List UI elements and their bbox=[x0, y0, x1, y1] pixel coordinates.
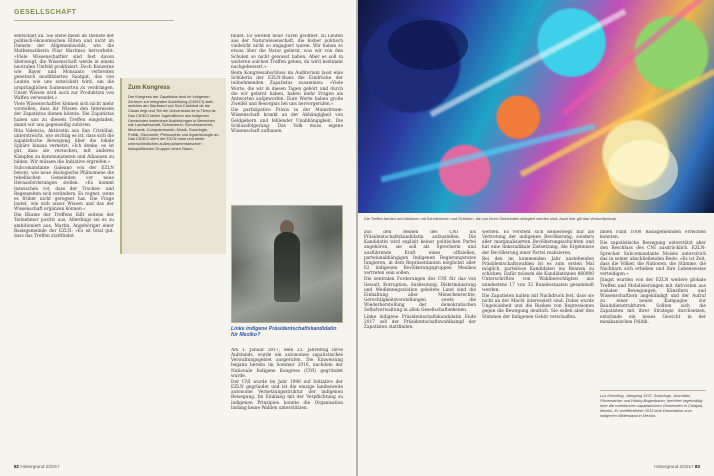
paragraph: werden. Es versteht sich keineswegs nur als Vertretung der indigenen Bevölkerung, sondern aller marginalisierten Bevölkerungsschichten und hat eine linksradikale Zielsetzung, die Ergebnisse der Bevölkerung einer Partei realisieren. bbox=[482, 230, 594, 256]
paragraph: Viele Wissenschaftler können sich nicht mehr vorstellen, dass ihr Wissen den Interessen der Zapatistas dienen könnte. Die Zapatistas haben uns zu diesem Treffen eingeladen, damit wir uns gegenseitig zuhören. bbox=[14, 102, 114, 128]
page-number: 82 bbox=[14, 464, 20, 469]
paragraph: Linke indigene Präsidentschaftskandidatin Ende 2017 soll der Präsidentschaftswahlkampf der Zapatisten stattfinden. bbox=[364, 314, 476, 330]
paragraph: ihnen rund 1000 Basisgemeinden erreichen konnten. bbox=[600, 230, 706, 241]
paragraph: Die Bäume der Treffens fällt seitens der Teilnehmer positiv aus. Allerdings sei es zu ambitioniert aus, Martin, Angehöriger einer Basisgemeinde der EZLN: »Es ist total gut, dass das Treffen stattfindet. bbox=[14, 213, 114, 239]
right-folio bbox=[654, 463, 700, 471]
paragraph: Jüngst wurden von der EZLN weitere globale Treffen und Mobilisierungen mit Aktivisten aus sozialen Bewegungen, Künstlern und Wissenschaftlern angekündigt und der Aufruf zu einer neuen Kampagne zur Bauindienstrukturen. Sollten sich die Zapatisten mit ihrer Strategie durchsetzen, entstünde ein neues Gewicht in der mexikanischen Politik. bbox=[600, 278, 706, 325]
right-column-2 bbox=[482, 230, 594, 452]
right-page bbox=[358, 0, 714, 476]
left-column-3 bbox=[231, 348, 343, 452]
paragraph: Die partizipative Praxis in der Mainstream-Wissenschaft krankt an der Abhängigkeit von Geldgebern und fehlender Unabhängigkeit. Die Schlussfolgerung: Das Volk muss eigene Wissenschaft aufbauen. bbox=[231, 108, 343, 134]
left-column-1 bbox=[14, 34, 114, 452]
page-number: 83 bbox=[694, 464, 700, 469]
section-divider bbox=[14, 20, 174, 21]
right-column-3 bbox=[600, 230, 706, 384]
paragraph: sentschaft an. Sie stehe meist im Dienste der politisch-ökonomischen Eliten und nicht im Dienste der Allgemeinwohls, wie die Mathematikerin Pilar Martinez hervorhebt: »Viele Wissenschaftler sind fest davon überzeugt, die Wissenschaft werde in einem neutralen Umfeld praktiziert. Doch Konzerne wie Bayer und Monsanto verbreiten genetisch modifiziertes Saatgut, das von Leuten wie uns entwickelt wird, um die ursprünglichen Samensorten zu verdrängen. Unser Wissen wird auch zur Produktion von Waffen verwendet.« bbox=[14, 34, 114, 101]
section-label: GESELLSCHAFT bbox=[14, 9, 77, 16]
paragraph: Subcomandante Galeano von der EZLN betont, wie neue ökologische Phänomene die rebellischen Gemeinden vor neue Herausforderungen stellen: »Es kommt inzwischen vor, dass der Trocken- und Regenzeiten sich verändern. Es regnet, wenn es früher nicht geregnet hat. Die Frage lautet, wie sich unser Wissen und das der Wissenschaft ergänzen können.« bbox=[14, 165, 114, 213]
article-subheading: Linke indigene Präsidentschaftskandidatin für Mexiko? bbox=[231, 326, 337, 339]
mural-shape bbox=[562, 0, 714, 116]
right-column-1 bbox=[364, 230, 476, 452]
bio-divider bbox=[600, 390, 706, 391]
mural-shape bbox=[388, 20, 468, 70]
info-box-text: Der Kongress der Zapatistas fand im Indigenen Zentrum zur integralen Ausbildung (CIDECI) statt, welches am Stadtrand von San Cristóbal de las Casas liegt und Teil der Universidad de la Tierra ist. Das CIDECI bietet Jugendlichen aus indigenen Gemeinden kostenlose Ausbildungen in Bereichen wie Landwirtschaft, Schneiderei, Schuhmacherei, Mechanik, Computerkunde, Musik, Soziologie, Politik, Ökonomie, Philosophie und Agrarökologie an. Das CIDECI steht der EZLN nahe und bietet unterschiedlichen außerparlamentarischen linkspolitischen Gruppen einen Raum. bbox=[128, 94, 220, 151]
portrait-photo bbox=[231, 205, 343, 323]
photo-caption: Die Treffen fanden und Aktionen mit Schülerinnen und Schülern, die von ihren Gemeinden delegiert werden sind. Auch hier gilt das Vernunftprinzip. bbox=[364, 216, 618, 221]
paragraph: Die zapatistische Bewegung unterstützt aber den Beschluss des CNI ausdrücklich. EZLN-Sprecher Subcomandante Moisés unterstrich das in seiner abschließenden Rede: »Es ist Zeit, dass die Völker, die Nationen, die Stämme, die Nachbarn sich erheben und ihre Lebensweise verteidigen.« bbox=[600, 241, 706, 278]
paragraph: Rita Valencia, Aktivistin aus San Cristóbal, unterstreicht, wie wichtig es ist, dass sich die zapatistische Bewegung über die lokale Sphäre hinaus vernetzt: »Ich denke, es ist gut, dass sie versuchen, mit anderen Kämpfen zu kommunizieren und Allianzen zu bilden. Wir müssen die Initiative ergreifen.« bbox=[14, 128, 114, 165]
mural-shape bbox=[429, 9, 626, 118]
author-bio: Luz Kerkeling, Jahrgang 1972, Soziologe, Journalist, Filmemacher und Hobby-Bogenbauer, berichtet regelmäßig über die rebellischen zapatistischen Gemeinden in Chiapas, Mexiko. Er veröffentlichte 2013 eine Dissertation zum indigenen Widerstand in Mexiko. bbox=[600, 393, 704, 418]
left-folio bbox=[14, 463, 60, 471]
left-column-2 bbox=[231, 34, 343, 192]
paragraph: Am 1. Januar 2017, dem 23. Jahrestag ihres Aufstands, wurde ein autonomes zapatistisches Verwaltungsgebiet ausgerufen. Die Einweisung begann bereits im Sommer 2016, nachdem der Nationale Indigene Kongress (CNI) gegründet wurde. bbox=[231, 348, 343, 379]
issue-label: Hintergrund 2/2017 bbox=[654, 464, 694, 469]
paragraph: Die zentralen Forderungen des CNI für das von Gewalt, Korruption, Ausbeutung, Diskriminierung und Mediennegoziation geleitete Land sind die Einhaltung aller Menschenrechte, Gerechtigkeitsvorstellungen sowie die Wiederherstellung der demokratischen Selbstverwaltung in allen Gesellschaftsebenen. bbox=[364, 277, 476, 314]
paragraph: Beim Kongressabschluss im Auditorium lasst eine Schülerin der EZLN-Basis die Eindrücke der teilnehmenden Zapatistas zusammen: »Viele Worte, die wir in diesen Tagen gehört und durch die wir gelernt haben, haben mehr Fragen als Antworten aufgeworfen. Eure Worte haben große Zweifel und Besorgnis bei uns hervorgerufen.« bbox=[231, 71, 343, 108]
paragraph: Die Zapatisten halten mit Nachdruck fest, dass sie nicht an der Macht interessiert sind. Dabei wurde Ungewissheit und die Risiken von Repressionen gegen die Bewegung deutlich. Sie sollen aber den Stimmen der Indigenen Gehör verschaffen. bbox=[482, 293, 594, 320]
paragraph: Der CNI wurde im Jahr 1996 auf Initiative der EZLN gegründet und ist die einzige landesweite autonome Vernetzungsstruktur der indigenen Bewegung. Im Einklang mit der Verpflichtung zu indigenen Prinzipien konnte die Organisation bislang keine Wahlen unterstützen. bbox=[231, 379, 343, 411]
paragraph: aus den Reihen des CNI als Präsidentschaftskandidatin aufzustellen. Die Kandidatin wird explizit keiner politischen Partei angehören, sie soll als Sprecherin und ausführende Kraft eines offiziellen, parteiunabhängigen Indigenen Regierungsrates fungieren, in dem Repräsentanten möglichst aller 62 indigenen Bevölkerungsgruppen Mexikos vertreten sein sollen. bbox=[364, 230, 476, 277]
mural-shape bbox=[608, 140, 678, 200]
paragraph: Bei den im kommenden Jahr anstehenden Präsidentschaftswahlen ist es zum ersten Mal möglich, parteilose Kandidaten ins Rennen zu schicken. Dafür müssen die Kandidatinnen 860000 Unterschriften von Wahlberechtigten aus mindestens 17 von 32 Bundesstaaten gesammelt werden. bbox=[482, 256, 594, 293]
photo-figure-body bbox=[274, 232, 300, 302]
paragraph: findet. Es werden neue Türen geöffnet, zu Leuten aus der Naturwissenschaft, die bisher politisch vielleicht nicht so engagiert waren. Wir haben so etwas über die Natur gelernt, was wir von den Schulen so nicht gewusst haben. Aber es soll in weiteren solchen Treffen gehen, da wird bestimmt nachgebessert.« bbox=[231, 34, 343, 70]
issue-label: Hintergrund 2/2017 bbox=[20, 464, 60, 469]
info-box bbox=[120, 78, 226, 254]
left-page bbox=[0, 0, 356, 476]
info-box-title: Zum Kongress bbox=[128, 85, 171, 91]
mural-photo bbox=[358, 0, 714, 213]
